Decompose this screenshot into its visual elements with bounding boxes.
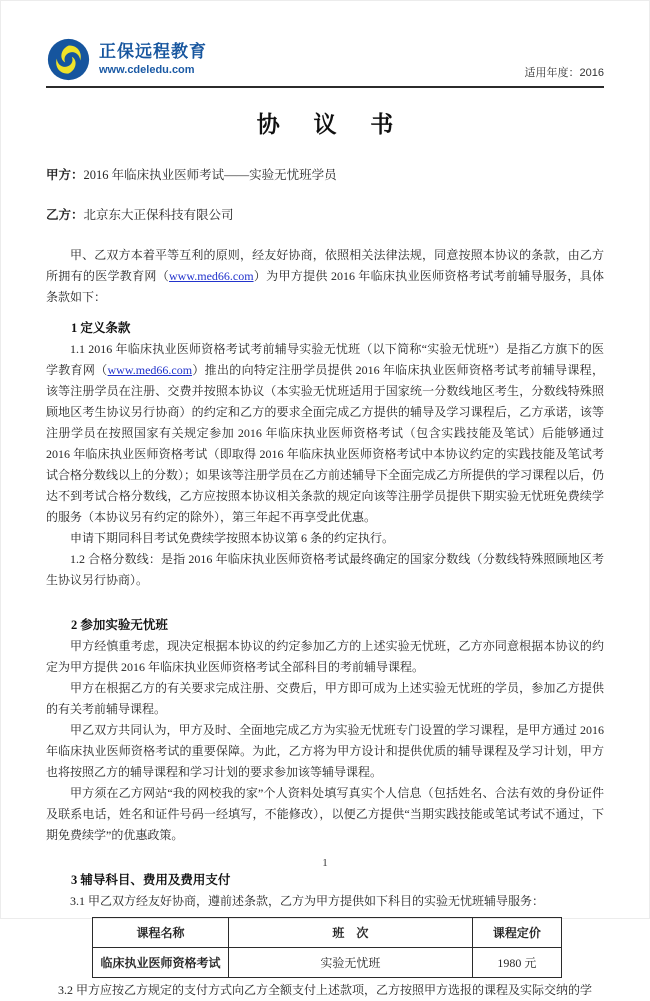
col-header-course-name: 课程名称: [93, 918, 229, 948]
clause-1-1: [46, 339, 604, 528]
clause-2-p3: 甲乙双方共同认为，甲方及时、全面地完成乙方为实验无忧班专门设置的学习课程，是甲方通过 2016 年临床执业医师资格考试的重要保障。为此，乙方将为甲方设计和提供优质的辅导课程及学习计划，甲方也将按照乙方的辅导课程和学习计划的要求参加该等辅导课程。: [46, 723, 604, 779]
intro-text-after: ）为甲方提供 2016 年临床执业医师资格考试考前辅导服务，具体条款如下：: [46, 269, 604, 304]
clause-1-2: 1.2 合格分数线：是指 2016 年临床执业医师资格考试最终确定的国家分数线（分数线特殊照顾地区考生协议另行协商）。: [46, 552, 604, 587]
intro-paragraph: [46, 245, 604, 308]
col-header-class-type: 班 次: [229, 918, 473, 948]
cell-price: 1980 元: [472, 948, 561, 978]
clause-1-1-continued: 申请下期同科目考试免费续学按照本协议第 6 条的约定执行。: [70, 531, 395, 545]
clause-3-1: 3.1 甲乙双方经友好协商，遵前述条款，乙方为甲方提供如下科目的实验无忧班辅导服务：: [70, 894, 545, 908]
table-header-row: [93, 918, 562, 948]
brand-logo: [46, 37, 207, 82]
section1-heading: 1 定义条款: [71, 321, 131, 335]
cell-course-name: 临床执业医师资格考试: [93, 948, 229, 978]
brand-name: 正保远程教育: [99, 42, 207, 62]
party-b-label: 乙方：: [46, 208, 84, 222]
party-b-line: [46, 205, 604, 223]
clause-2-p1: 甲方经慎重考虑，现决定根据本协议的约定参加乙方的上述实验无忧班，乙方亦同意根据本协议的约定为甲方提供 2016 年临床执业医师资格考试全部科目的考前辅导课程。: [46, 639, 604, 674]
med66-link-2[interactable]: www.med66.com: [107, 363, 193, 377]
clause-2-p2: 甲方在根据乙方的有关要求完成注册、交费后，甲方即可成为上述实验无忧班的学员，参加乙方提供的有关考前辅导课程。: [46, 681, 604, 716]
clause-1-1-text-after: ）推出的向特定注册学员提供 2016 年临床执业医师资格考试考前辅导课程，该等注册学员在注册、交费并按照本协议（本实验无忧班适用于国家统一分数线地区考生，分数线特殊照顾地区考生协议另行协商）的约定和乙方的要求全面完成乙方提供的辅导及学习课程后，乙方承诺，该等注册学员在按照国家有关规定参加 2016 年临床执业医师资格考试（包含实践技能及笔试）后能够通过 2016 年临床执业医师资格考试（即取得 2016 年临床执业医师资格考试中本协议约定的实践技能及笔试考试合格分数线以上的分数）；如果该等注册学员在乙方前述辅导下全面完成乙方所提供的学习课程以后，仍达不到考试合格分数线，乙方应按照本协议相关条款的规定向该等注册学员提供下期实验无忧班免费续学的服务（本协议另有约定的除外），第三年起不再享受此优惠。: [46, 363, 605, 524]
table-row: [93, 948, 562, 978]
section3-heading: 3 辅导科目、费用及费用支付: [71, 873, 231, 887]
section2-heading: 2 参加实验无忧班: [71, 618, 168, 632]
page-header: [46, 37, 604, 82]
cell-class-type: 实验无忧班: [229, 948, 473, 978]
header-divider: [46, 86, 604, 88]
document-title: 协 议 书: [256, 112, 408, 137]
brand-url[interactable]: www.cdeledu.com: [99, 63, 195, 76]
course-fee-table: [92, 917, 562, 978]
party-b-value: 北京东大正保科技有限公司: [83, 208, 234, 222]
party-a-line: [46, 165, 604, 183]
med66-link[interactable]: www.med66.com: [169, 269, 254, 283]
swirl-globe-icon: [46, 37, 91, 82]
col-header-price: 课程定价: [472, 918, 561, 948]
applicable-year-note: 适用年度：2016: [524, 67, 604, 79]
clause-1-1-text-before: 1.1 2016 年临床执业医师资格考试考前辅导实验无忧班（以下简称“实验无忧班”）是指乙方旗下的医学教育网（: [46, 342, 604, 377]
page-number: 1: [322, 857, 328, 869]
intro-text-before: 甲、乙双方本着平等互利的原则，经友好协商，依照相关法律法规，同意按照本协议的条款，由乙方所拥有的医学教育网（: [46, 248, 604, 283]
party-a-label: 甲方：: [46, 168, 84, 182]
clause-2-p4: 甲方须在乙方网站“我的网校我的家”个人资料处填写真实个人信息（包括姓名、合法有效的身份证件及联系电话，姓名和证件号码一经填写，不能修改），以便乙方提供“当期实践技能或笔试考试不通过，下期免费续学”的优惠政策。: [46, 786, 604, 842]
clause-3-2: 3.2 甲方应按乙方规定的支付方式向乙方全额支付上述款项，乙方按照甲方选报的课程及实际交纳的学: [58, 983, 593, 997]
party-a-value: 2016 年临床执业医师考试——实验无忧班学员: [83, 168, 337, 182]
